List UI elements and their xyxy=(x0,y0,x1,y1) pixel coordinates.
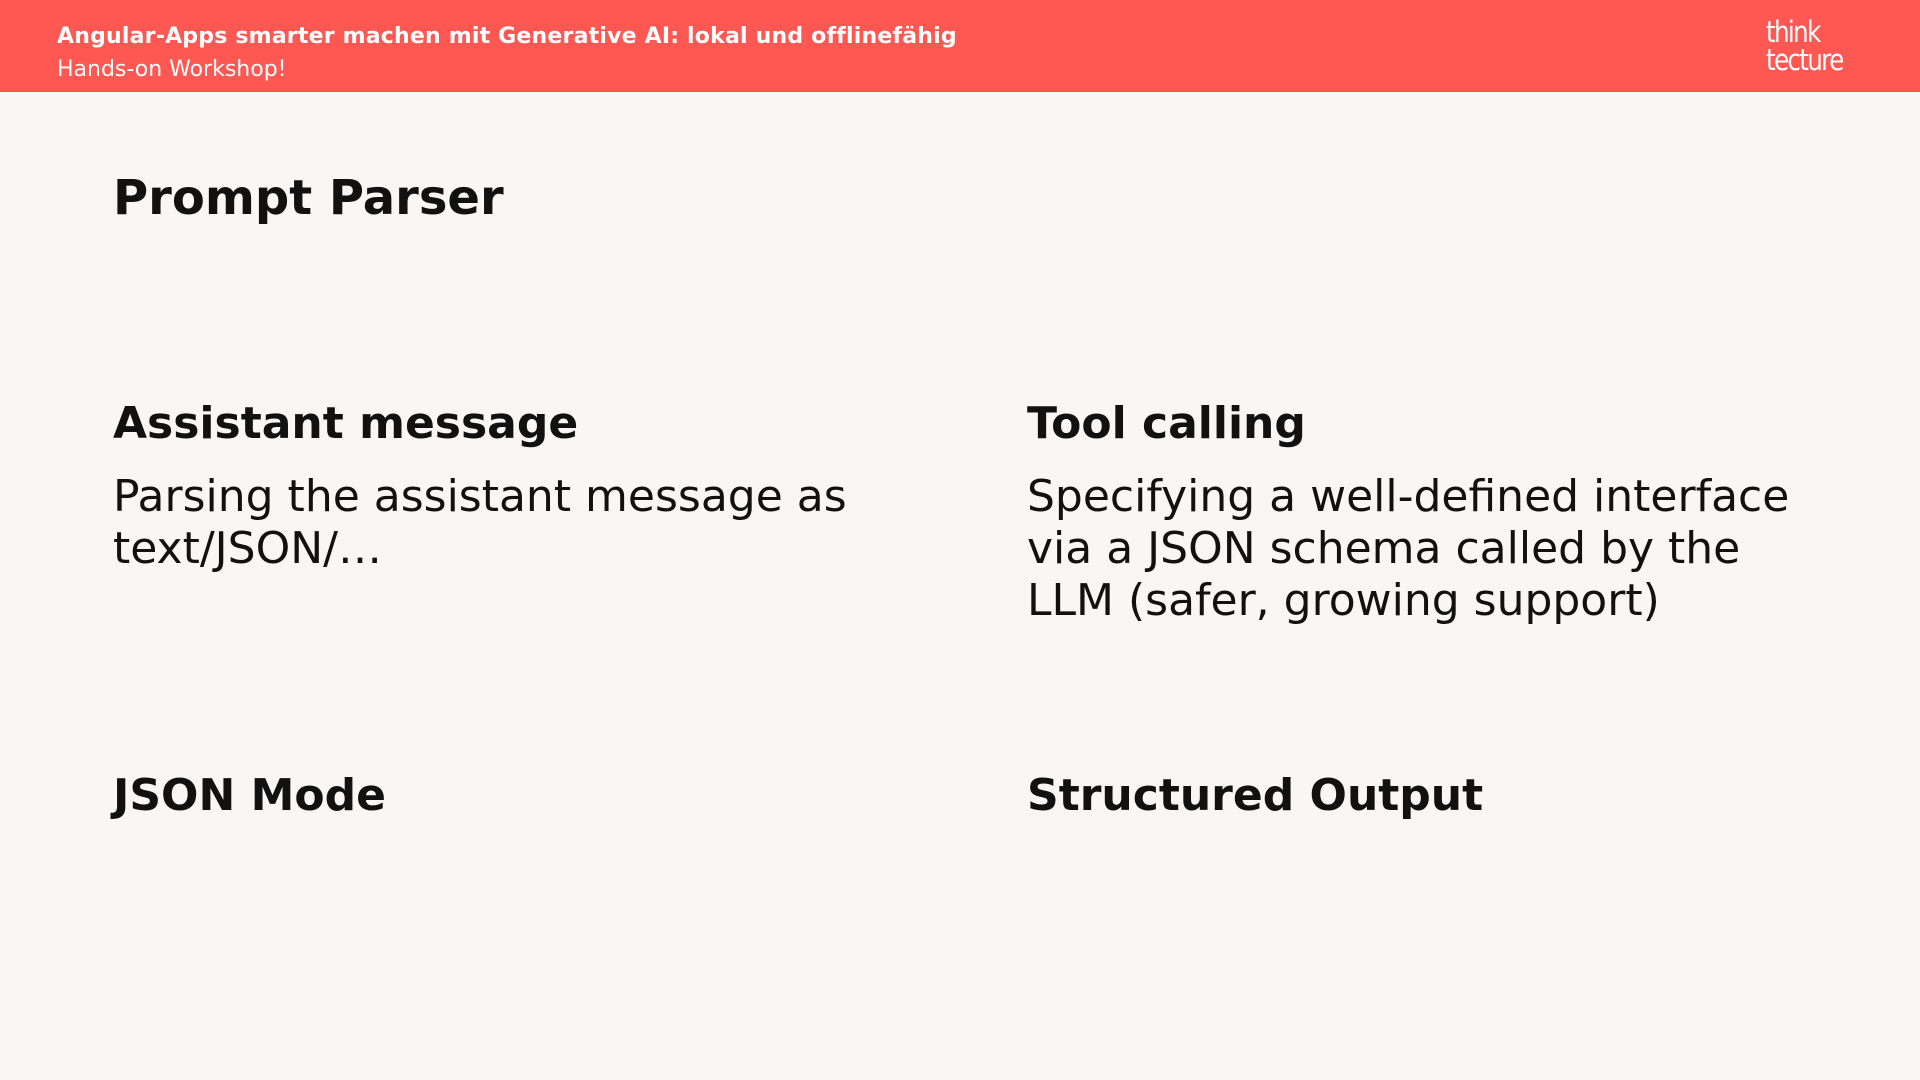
section-heading: JSON Mode xyxy=(113,770,386,821)
section-text: Parsing the assistant message as text/JSON/… xyxy=(113,471,847,574)
section-assistant-message xyxy=(113,397,873,575)
section-heading: Tool calling xyxy=(1027,398,1306,449)
section-json-mode xyxy=(113,769,873,823)
section-tool-calling xyxy=(1027,397,1807,627)
section-heading: Assistant message xyxy=(113,398,579,449)
section-heading: Structured Output xyxy=(1027,770,1484,821)
section-structured-output xyxy=(1027,769,1787,823)
header-bar xyxy=(0,0,1920,92)
logo-line-1: think xyxy=(1766,15,1820,49)
header-title: Angular-Apps smarter machen mit Generative AI: lokal und offlinefähig xyxy=(57,24,957,49)
header-subtitle: Hands-on Workshop! xyxy=(57,57,287,82)
section-text: Specifying a well-defined interface via a JSON schema called by the LLM (safer, growing support) xyxy=(1027,471,1790,626)
page-title: Prompt Parser xyxy=(113,170,504,226)
logo-line-2: tecture xyxy=(1766,43,1843,77)
thinktecture-logo xyxy=(1766,15,1851,77)
